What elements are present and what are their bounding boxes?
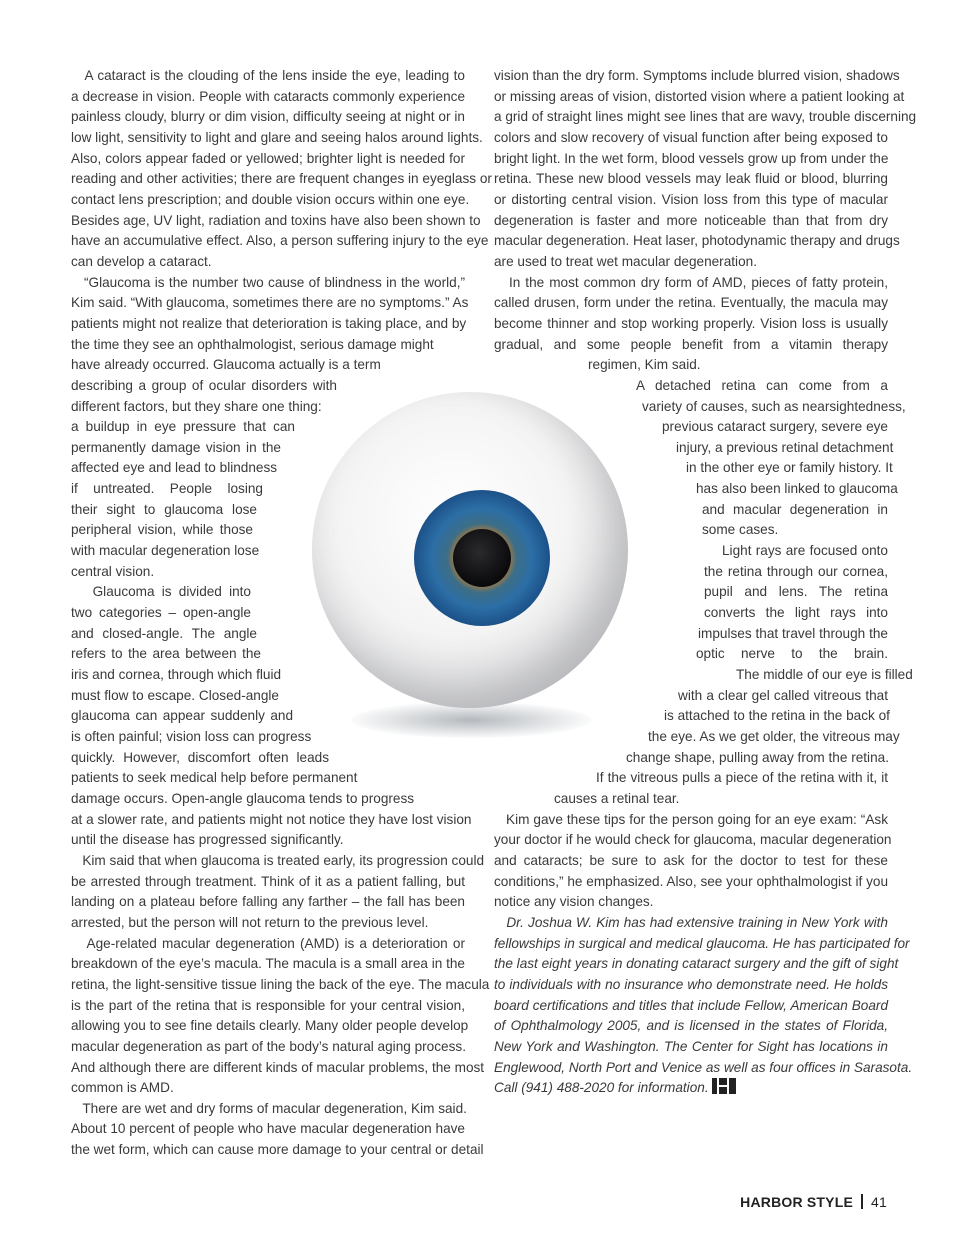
text-line: central vision. <box>71 563 155 579</box>
text-line: “Glaucoma is the number two cause of blindness in the world,” <box>71 274 465 290</box>
text-line: has also been linked to glaucoma <box>696 481 898 497</box>
text-line: conditions,” he emphasized. Also, see your ophthalmologist if you <box>494 873 888 889</box>
end-mark-icon <box>712 1078 736 1094</box>
text-line: to individuals with no insurance who demonstrate need. He holds <box>494 976 888 992</box>
text-line: a grid of straight lines might see lines that are wavy, trouble discerning <box>494 109 917 125</box>
text-line: and cataracts; be sure to ask for the doctor to test for these <box>494 852 888 868</box>
text-line: low light, sensitivity to light and glare and seeing halos around lights. <box>71 129 483 145</box>
text-line: their sight to glaucoma lose <box>71 501 257 517</box>
text-line: describing a group of ocular disorders with <box>71 377 337 393</box>
text-line: have already occurred. Glaucoma actually is a term <box>71 357 381 373</box>
text-line: the eye. As we get older, the vitreous may <box>648 729 900 744</box>
text-line: can develop a cataract. <box>71 253 212 269</box>
text-line: common is AMD. <box>71 1080 174 1096</box>
text-line: be arrested through treatment. Think of it as a patient falling, but <box>71 873 465 889</box>
text-line: patients might not realize that deterioration is taking place, and by <box>71 315 467 331</box>
text-line: Glaucoma is divided into <box>71 584 251 600</box>
text-line: Kim gave these tips for the person going for an eye exam: “Ask <box>494 811 888 827</box>
text-line: patients to seek medical help before permanent <box>71 770 358 786</box>
eyeball-image <box>306 372 636 772</box>
text-line: a buildup in eye pressure that can <box>71 419 295 435</box>
text-line: the wet form, which can cause more damage to your central or detail <box>71 1142 484 1158</box>
text-line: previous cataract surgery, severe eye <box>662 419 888 435</box>
text-line: If the vitreous pulls a piece of the retina with it, it <box>596 770 888 786</box>
text-line: converts the light rays into <box>704 605 888 621</box>
text-line: contact lens prescription; and double vision occurs within one eye. <box>71 191 470 207</box>
eyeball-sclera <box>312 392 628 708</box>
text-line: affected eye and lead to blindness <box>71 460 278 476</box>
text-line: become thinner and stop working properly. Vision loss is usually <box>494 315 888 331</box>
text-line: the time they see an ophthalmologist, serious damage might <box>71 336 434 352</box>
text-line: are used to treat wet macular degeneration. <box>494 253 757 269</box>
text-line: New York and Washington. The Center for Sight has locations in <box>494 1038 888 1054</box>
text-line: with a clear gel called vitreous that <box>678 687 888 703</box>
text-line: board certifications and titles that include Fellow, American Board <box>494 997 888 1013</box>
text-line: pupil and lens. The retina <box>704 584 888 600</box>
text-line: and macular degeneration in <box>702 501 888 517</box>
text-line: and closed-angle. The angle <box>71 625 257 641</box>
text-line: peripheral vision, while those <box>71 522 253 538</box>
text-line: is often painful; vision loss can progress <box>71 729 312 744</box>
text-line: And although there are different kinds of macular problems, the most <box>71 1059 485 1075</box>
text-line: impulses that travel through the <box>698 625 888 641</box>
text-line: two categories – open-angle <box>71 605 251 621</box>
text-line: have an accumulative effect. Also, a person suffering injury to the eye <box>71 233 489 249</box>
footer-divider <box>861 1194 863 1209</box>
text-line: a decrease in vision. People with cataracts commonly experience <box>71 88 465 104</box>
text-line: different factors, but they share one thing: <box>71 398 322 414</box>
text-line: Call (941) 488-2020 for information. <box>494 1078 888 1099</box>
text-line: variety of causes, such as nearsightedness, <box>642 398 906 414</box>
text-line: A cataract is the clouding of the lens inside the eye, leading to <box>71 68 465 83</box>
text-line: Englewood, North Port and Venice as well as four offices in Sarasota. <box>494 1059 913 1075</box>
text-line: fellowships in surgical and medical glaucoma. He has participated for <box>494 935 910 951</box>
text-line: Kim said that when glaucoma is treated early, its progression could <box>71 852 485 868</box>
text-line: change shape, pulling away from the retina. <box>626 749 889 765</box>
text-line: injury, a previous retinal detachment <box>676 439 894 455</box>
text-line: if untreated. People losing <box>71 481 263 497</box>
text-line: colors and slow recovery of visual function after being exposed to <box>494 129 888 145</box>
text-line: glaucoma can appear suddenly and <box>71 708 293 724</box>
text-line: Besides age, UV light, radiation and toxins have also been shown to <box>71 212 481 228</box>
eyeball-pupil <box>453 529 511 587</box>
text-line: There are wet and dry forms of macular degeneration, Kim said. <box>71 1100 467 1116</box>
text-line: or missing areas of vision, distorted vision where a patient looking at <box>494 88 905 104</box>
text-line: in the other eye or family history. It <box>686 460 893 476</box>
text-line: A detached retina can come from a <box>636 377 888 393</box>
text-line: until the disease has progressed significantly. <box>71 832 344 848</box>
text-line: optic nerve to the brain. <box>696 646 888 662</box>
text-line: or distorting central vision. Vision loss from this type of macular <box>494 191 888 207</box>
page-footer <box>740 1194 887 1210</box>
text-line: allowing you to see fine details clearly. Many older people develop <box>71 1018 469 1034</box>
text-line: reading and other activities; there are frequent changes in eyeglass or <box>71 171 492 187</box>
text-line: notice any vision changes. <box>494 894 654 910</box>
text-line: Kim said. “With glaucoma, sometimes there are no symptoms.” As <box>71 295 469 311</box>
text-line: called drusen, form under the retina. Eventually, the macula may <box>494 295 888 311</box>
text-line: must flow to escape. Closed-angle <box>71 687 279 703</box>
text-line: damage occurs. Open-angle glaucoma tends to progress <box>71 790 415 806</box>
text-line: permanently damage vision in the <box>71 439 281 455</box>
text-line: Dr. Joshua W. Kim has had extensive training in New York with <box>494 914 888 930</box>
text-line: is attached to the retina in the back of <box>664 708 890 724</box>
text-line: retina, the light-sensitive tissue lining the back of the eye. The macula <box>71 976 490 992</box>
text-line: Also, colors appear faded or yellowed; brighter light is needed for <box>71 150 465 166</box>
text-line: The middle of our eye is filled <box>736 667 913 683</box>
text-line: macular degeneration. Heat laser, photodynamic therapy and drugs <box>494 233 900 249</box>
text-line: at a slower rate, and patients might not notice they have lost vision <box>71 811 472 827</box>
text-line: Light rays are focused onto <box>722 543 888 559</box>
text-line: your doctor if he would check for glaucoma, macular degeneration <box>494 832 892 848</box>
text-line: regimen, Kim said. <box>588 357 701 373</box>
text-line: the retina through our cornea, <box>704 563 888 579</box>
text-line: with macular degeneration lose <box>71 543 260 559</box>
text-line: vision than the dry form. Symptoms include blurred vision, shadows <box>494 68 900 83</box>
text-line: degeneration is faster and more noticeable than that from dry <box>494 212 888 228</box>
text-line: quickly. However, discomfort often leads <box>71 749 329 765</box>
text-line: causes a retinal tear. <box>554 790 680 806</box>
magazine-name: HARBOR STYLE <box>740 1194 854 1210</box>
text-line: breakdown of the eye’s macula. The macula is a small area in the <box>71 956 465 972</box>
text-line: iris and cornea, through which fluid <box>71 667 282 683</box>
text-line: landing on a plateau before falling any farther – the fall has been <box>71 894 465 910</box>
text-line: bright light. In the wet form, blood vessels grow up from under the <box>494 150 889 166</box>
text-line: gradual, and some people benefit from a vitamin therapy <box>494 336 888 352</box>
text-line: refers to the area between the <box>71 646 261 662</box>
text-line: some cases. <box>702 522 779 538</box>
text-line: painless cloudy, blurry or dim vision, difficulty seeing at night or in <box>71 109 465 125</box>
page-number: 41 <box>871 1194 887 1210</box>
text-line: In the most common dry form of AMD, pieces of fatty protein, <box>494 274 888 290</box>
text-line: retina. These new blood vessels may leak fluid or blood, blurring <box>494 171 888 187</box>
text-line: of Ophthalmology 2005, and is licensed in the states of Florida, <box>494 1018 888 1034</box>
text-line: About 10 percent of people who have macular degeneration have <box>71 1121 465 1137</box>
text-line: the last eight years in donating cataract surgery and the gift of sight <box>494 956 899 972</box>
text-line: arrested, but the person will not return to the previous level. <box>71 914 429 930</box>
text-line: is the part of the retina that is responsible for your central vision, <box>71 997 465 1013</box>
text-line: Age-related macular degeneration (AMD) is a deterioration or <box>71 935 465 951</box>
text-line: macular degeneration as part of the body’s natural aging process. <box>71 1038 466 1054</box>
